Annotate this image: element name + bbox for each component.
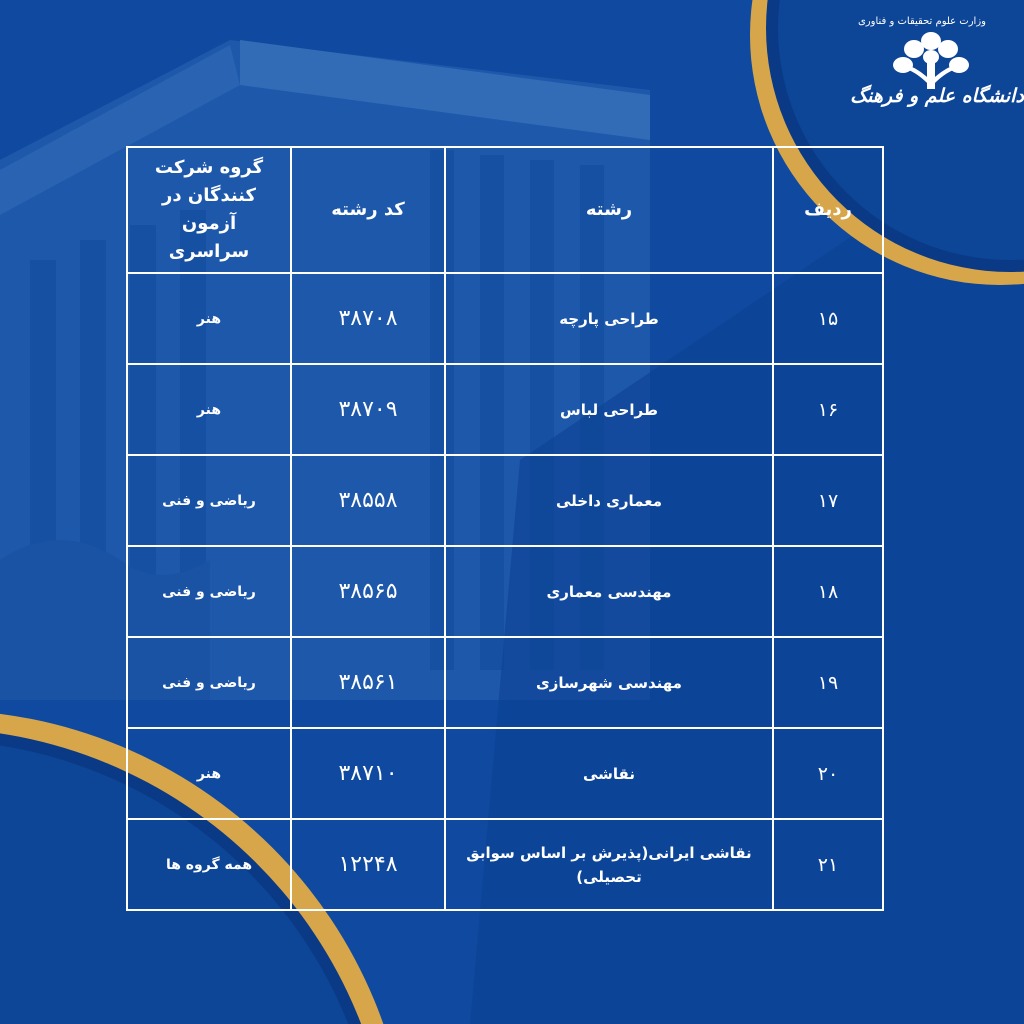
table-row: [127, 273, 883, 364]
row-number: ۱۸: [773, 546, 883, 637]
field-code: ۳۸۷۰۸: [291, 273, 445, 364]
exam-group: هنر: [127, 273, 291, 364]
header-row-number: ردیف: [773, 147, 883, 273]
header-group: گروه شرکت کنندگان در آزمون سراسری: [127, 147, 291, 273]
table-row: [127, 364, 883, 455]
university-logo: [850, 10, 1024, 140]
row-number: ۱۵: [773, 273, 883, 364]
table-row: [127, 728, 883, 819]
university-name: دانشگاه علم و فرهنگ: [850, 85, 1024, 107]
field-name: طراحی لباس: [445, 364, 773, 455]
row-number: ۲۱: [773, 819, 883, 910]
field-name: نقاشی ایرانی(پذیرش بر اساس سوابق تحصیلی): [445, 819, 773, 910]
table-header-row: [127, 147, 883, 273]
header-code: کد رشته: [291, 147, 445, 273]
exam-group: همه گروه ها: [127, 819, 291, 910]
table-row: [127, 455, 883, 546]
programs-table: [126, 146, 884, 911]
header-field: رشته: [445, 147, 773, 273]
field-code: ۱۲۲۴۸: [291, 819, 445, 910]
exam-group: ریاضی و فنی: [127, 546, 291, 637]
field-name: طراحی پارچه: [445, 273, 773, 364]
ministry-name: وزارت علوم تحقیقات و فناوری: [857, 16, 986, 27]
row-number: ۱۷: [773, 455, 883, 546]
field-code: ۳۸۵۶۱: [291, 637, 445, 728]
field-name: معماری داخلی: [445, 455, 773, 546]
field-name: مهندسی معماری: [445, 546, 773, 637]
exam-group: هنر: [127, 728, 291, 819]
field-code: ۳۸۷۰۹: [291, 364, 445, 455]
field-name: نقاشی: [445, 728, 773, 819]
field-code: ۳۸۵۵۸: [291, 455, 445, 546]
row-number: ۱۶: [773, 364, 883, 455]
row-number: ۲۰: [773, 728, 883, 819]
field-code: ۳۸۷۱۰: [291, 728, 445, 819]
field-name: مهندسی شهرسازی: [445, 637, 773, 728]
row-number: ۱۹: [773, 637, 883, 728]
table-row: [127, 637, 883, 728]
exam-group: هنر: [127, 364, 291, 455]
exam-group: ریاضی و فنی: [127, 455, 291, 546]
table-row: [127, 819, 883, 910]
exam-group: ریاضی و فنی: [127, 637, 291, 728]
field-code: ۳۸۵۶۵: [291, 546, 445, 637]
table-row: [127, 546, 883, 637]
flower-tree-icon: [890, 29, 972, 91]
